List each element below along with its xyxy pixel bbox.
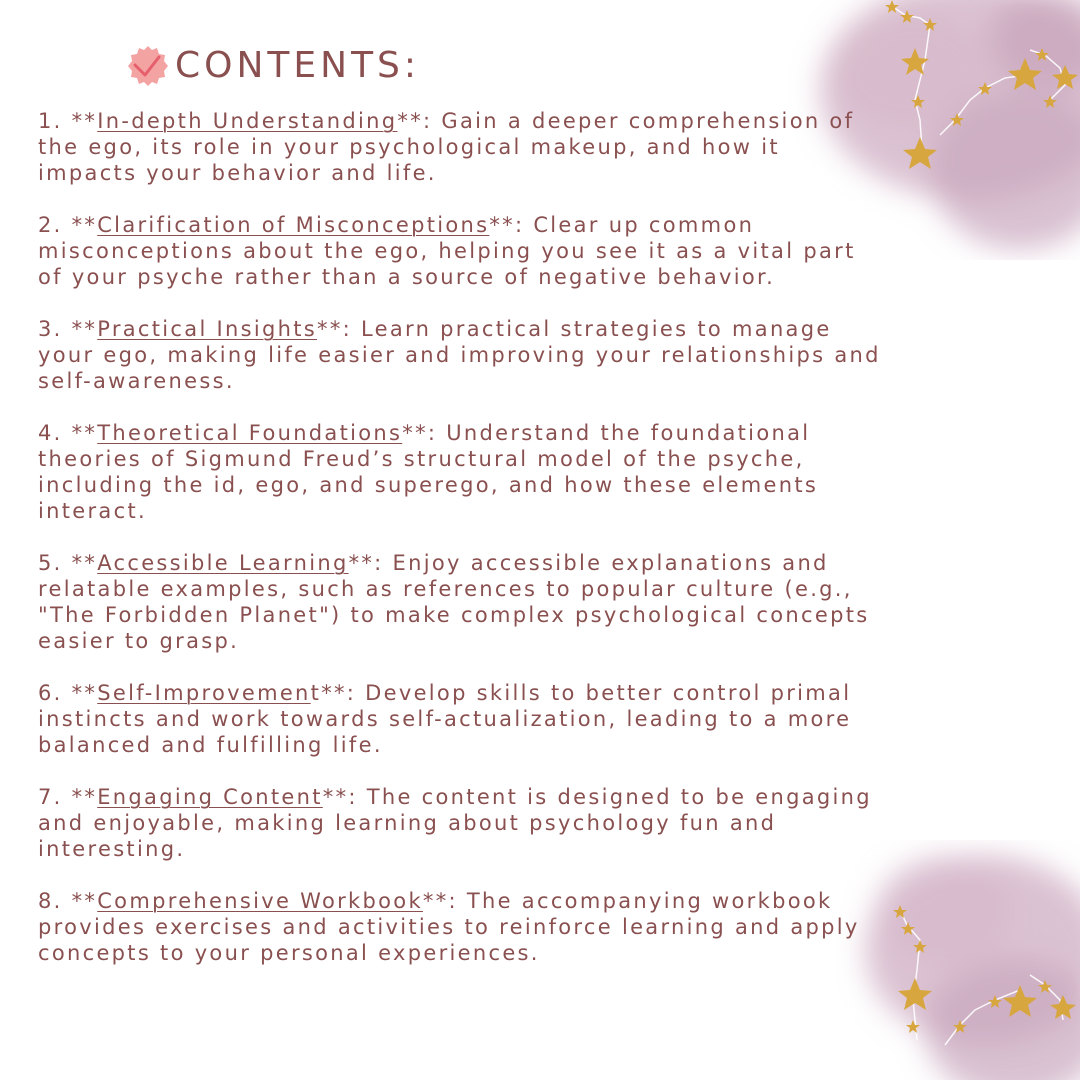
item-description: **: Enjoy accessible explanations and relatable examples, such as references to popular culture (e.g., "The Forbidden Planet") to make complex psychological concepts easier to grasp. (38, 551, 870, 653)
item-prefix: 2. ** (38, 213, 98, 237)
item-topic: Engaging Content (97, 785, 323, 809)
check-badge-icon (127, 45, 169, 87)
list-item (38, 212, 888, 290)
watercolor-cloud-bottom (865, 855, 1080, 1080)
item-description: **: Understand the foundational theories of Sigmund Freud’s structural model of the psyche, including the id, ego, and superego, and how these elements interact. (38, 421, 819, 523)
list-item (38, 680, 888, 758)
item-topic: Practical Insights (97, 317, 318, 341)
item-description: t**: Develop skills to better control primal instincts and work towards self-actualization, leading to a more balanced and fulfilling life. (38, 681, 852, 757)
item-prefix: 5. ** (38, 551, 98, 575)
list-item (38, 420, 888, 524)
list-item (38, 784, 888, 862)
list-item (38, 550, 888, 654)
item-description: **: The accompanying workbook provides exercises and activities to reinforce learning and apply concepts to your personal experiences. (38, 889, 860, 965)
page-title: CONTENTS: (175, 45, 421, 86)
list-item (38, 108, 888, 186)
item-description: **: The content is designed to be engaging and enjoyable, making learning about psychology fun and interesting. (38, 785, 872, 861)
item-description: **: Gain a deeper comprehension of the ego, its role in your psychological makeup, and how it impacts your behavior and life. (38, 109, 855, 185)
item-topic: In-depth Understanding (97, 109, 398, 133)
item-description: **: Learn practical strategies to manage your ego, making life easier and improving your relationships and self-awareness. (38, 317, 881, 393)
item-prefix: 6. ** (38, 681, 98, 705)
list-item (38, 316, 888, 394)
item-topic: Accessible Learning (97, 551, 349, 575)
item-prefix: 7. ** (38, 785, 98, 809)
contents-header (127, 40, 420, 92)
item-prefix: 8. ** (38, 889, 98, 913)
item-prefix: 3. ** (38, 317, 98, 341)
item-topic: Clarification of Misconceptions (97, 213, 490, 237)
list-item (38, 888, 888, 966)
item-topic: Comprehensive Workbook (97, 889, 423, 913)
item-topic: Theoretical Foundations (97, 421, 403, 445)
item-prefix: 1. ** (38, 109, 98, 133)
item-prefix: 4. ** (38, 421, 98, 445)
item-description: **: Clear up common misconceptions about the ego, helping you see it as a vital part of your psyche rather than a source of negative behavior. (38, 213, 856, 289)
item-topic: Self-Improvemen (97, 681, 311, 705)
contents-list (38, 108, 888, 992)
